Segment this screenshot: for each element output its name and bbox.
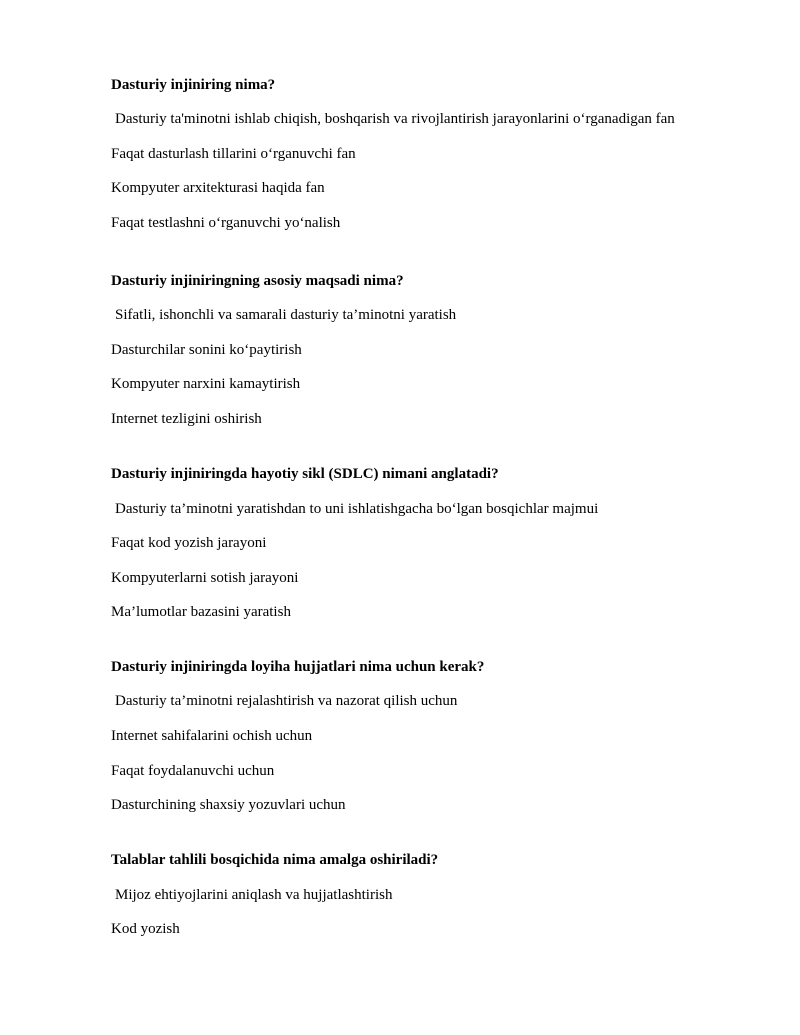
answer-option: Kompyuter narxini kamaytirish: [111, 376, 301, 392]
answer-option: Sifatli, ishonchli va samarali dasturiy ta’minotni yaratish: [115, 307, 457, 323]
question-title: Dasturiy injiniringning asosiy maqsadi nima?: [111, 273, 404, 289]
answer-option: Dasturiy ta'minotni ishlab chiqish, boshqarish va rivojlantirish jarayonlarini o‘rganadigan fan: [115, 111, 675, 127]
answer-option: Faqat testlashni o‘rganuvchi yo‘nalish: [111, 215, 341, 231]
answer-option: Kompyuterlarni sotish jarayoni: [111, 570, 299, 586]
answer-option: Dasturiy ta’minotni yaratishdan to uni ishlatishgacha bo‘lgan bosqichlar majmui: [115, 501, 599, 517]
question-title: Talablar tahlili bosqichida nima amalga oshiriladi?: [111, 852, 439, 868]
answer-option: Dasturchilar sonini ko‘paytirish: [111, 342, 302, 358]
answer-option: Faqat dasturlash tillarini o‘rganuvchi fan: [111, 146, 356, 162]
answer-option: Dasturchining shaxsiy yozuvlari uchun: [111, 797, 346, 813]
answer-option: Dasturiy ta’minotni rejalashtirish va nazorat qilish uchun: [115, 693, 458, 709]
question-title: Dasturiy injiniringda hayotiy sikl (SDLC) nimani anglatadi?: [111, 466, 499, 482]
question-title: Dasturiy injiniringda loyiha hujjatlari nima uchun kerak?: [111, 659, 485, 675]
answer-option: Internet tezligini oshirish: [111, 411, 262, 427]
answer-option: Faqat foydalanuvchi uchun: [111, 763, 275, 779]
answer-option: Ma’lumotlar bazasini yaratish: [111, 604, 291, 620]
question-title: Dasturiy injiniring nima?: [111, 77, 276, 93]
answer-option: Mijoz ehtiyojlarini aniqlash va hujjatlashtirish: [115, 887, 393, 903]
answer-option: Internet sahifalarini ochish uchun: [111, 728, 313, 744]
answer-option: Kod yozish: [111, 921, 180, 937]
answer-option: Faqat kod yozish jarayoni: [111, 535, 267, 551]
answer-option: Kompyuter arxitekturasi haqida fan: [111, 180, 325, 196]
